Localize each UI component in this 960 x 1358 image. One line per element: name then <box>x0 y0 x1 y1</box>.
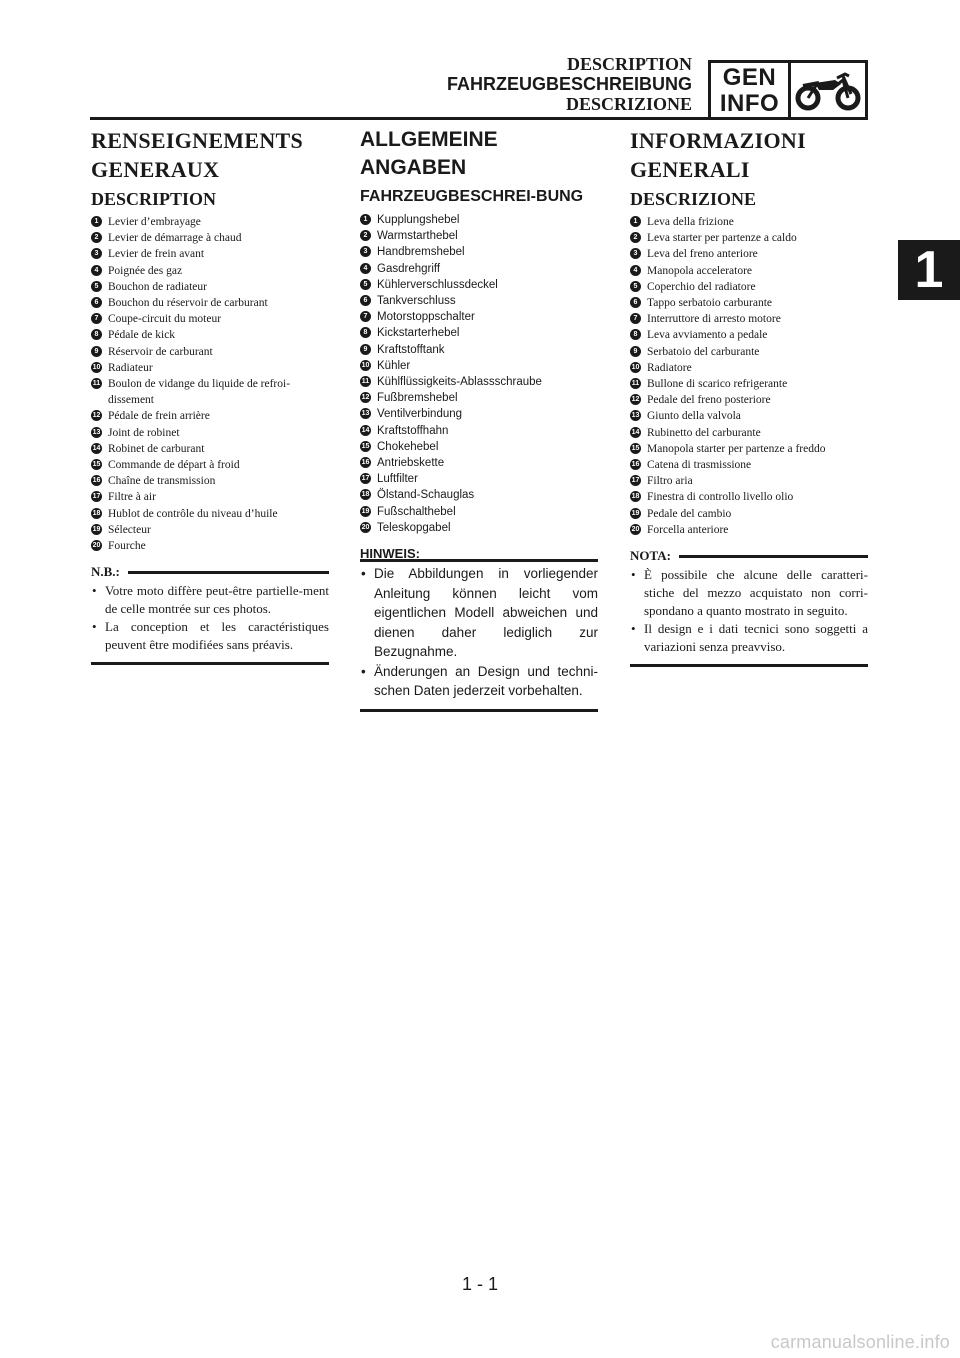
item-number-badge: 1 <box>360 214 371 225</box>
list-item <box>630 441 868 457</box>
list-item <box>630 344 868 360</box>
badge-line-2: INFO <box>719 90 780 117</box>
list-item <box>91 246 329 262</box>
motorcycle-icon <box>791 63 865 117</box>
list-item <box>91 263 329 279</box>
item-number-badge: 5 <box>91 281 102 292</box>
list-item <box>91 538 329 554</box>
list-item <box>630 457 868 473</box>
item-number-badge: 10 <box>631 363 640 371</box>
note-end-rule <box>91 662 329 665</box>
parts-list-it <box>630 214 868 538</box>
column-french <box>91 126 329 665</box>
note-item: • Die Abbildungen in vorliegender Anleitung können leicht vom eigentlichen Modell abweichen und dienen daher lediglich zur Bezugnahme. <box>360 564 598 662</box>
note-block-it <box>630 548 868 667</box>
gen-info-badge <box>708 60 868 120</box>
section-title-it: DESCRIZIONE <box>565 94 692 114</box>
list-item <box>360 212 598 228</box>
item-number-badge: 20 <box>631 525 640 533</box>
item-number-badge: 9 <box>91 346 102 357</box>
list-item <box>91 360 329 376</box>
item-number-badge: 17 <box>92 493 101 501</box>
item-label: Bullone di scarico refrigerante <box>647 378 788 391</box>
note-header-fr <box>91 564 329 580</box>
item-label: Tappo serbatoio carburante <box>647 297 773 310</box>
item-label: Antriebskette <box>377 457 445 470</box>
item-label: Kickstarterhebel <box>377 327 460 340</box>
item-number-badge: 8 <box>91 329 102 340</box>
item-label: Kraftstofftank <box>377 343 445 356</box>
list-item <box>91 522 329 538</box>
item-label: Motorstoppschalter <box>377 311 475 324</box>
list-item <box>91 473 329 489</box>
list-item <box>360 471 598 487</box>
heading-sub-de: FAHRZEUGBESCHREI-BUNG <box>360 188 584 205</box>
item-label: Coperchio del radiatore <box>647 280 756 293</box>
item-label: Leva del freno anteriore <box>647 248 758 261</box>
item-number-badge: 14 <box>361 426 370 434</box>
item-label: Manopola starter per partenze a freddo <box>647 442 826 455</box>
parts-list-de <box>360 212 598 536</box>
item-label: Catena di trasmissione <box>647 459 752 472</box>
list-item <box>630 425 868 441</box>
item-number-badge: 12 <box>92 412 101 420</box>
item-number-badge: 18 <box>92 509 101 517</box>
note-item: • Votre moto diffère peut-être partielle-ment de celle montrée sur ces photos. <box>91 582 329 618</box>
item-number-badge: 5 <box>630 281 641 292</box>
item-number-badge: 15 <box>631 444 640 452</box>
list-item <box>360 439 598 455</box>
list-item <box>91 311 329 327</box>
item-label: Pédale de frein arrière <box>108 410 210 423</box>
item-number-badge: 11 <box>631 380 640 388</box>
note-label-fr: N.B.: <box>91 564 120 580</box>
item-number-badge: 16 <box>631 461 640 469</box>
item-label: Kühlflüssigkeits-Ablassschraube <box>377 376 542 389</box>
list-item <box>360 406 598 422</box>
item-label: Fußschalthebel <box>377 505 456 518</box>
item-label: Pedale del freno posteriore <box>647 394 771 407</box>
item-number-badge: 4 <box>91 265 102 276</box>
item-number-badge: 19 <box>631 509 640 517</box>
item-label: Handbremshebel <box>377 246 465 259</box>
item-number-badge: 18 <box>361 491 370 499</box>
badge-line-1: GEN <box>722 64 777 91</box>
item-number-badge: 6 <box>91 297 102 308</box>
item-label: Warmstarthebel <box>377 230 458 243</box>
item-number-badge: 16 <box>92 477 101 485</box>
column-german <box>360 126 598 712</box>
item-label: Filtre à air <box>108 491 156 504</box>
note-list-fr <box>91 582 329 654</box>
item-label: Coupe-circuit du moteur <box>108 313 222 326</box>
list-item <box>360 293 598 309</box>
item-number-badge: 6 <box>360 295 371 306</box>
list-item <box>360 423 598 439</box>
item-label: Kühler <box>377 359 411 372</box>
item-label: Réservoir de carburant <box>108 345 213 358</box>
item-label: Leva starter per partenze a caldo <box>647 232 797 245</box>
item-number-badge: 12 <box>631 396 640 404</box>
list-item <box>630 392 868 408</box>
note-item: • Il design e i dati tecnici sono soggetti a variazioni senza preavviso. <box>630 620 868 656</box>
note-end-rule <box>360 709 598 712</box>
item-number-badge: 4 <box>360 263 371 274</box>
column-italian <box>630 126 868 667</box>
item-label: Gasdrehgriff <box>377 262 441 275</box>
item-number-badge: 4 <box>630 265 641 276</box>
note-header-it <box>630 548 868 564</box>
gen-info-label <box>711 63 791 117</box>
list-item <box>360 520 598 536</box>
item-label: Hublot de contrôle du niveau d’huile <box>108 507 278 520</box>
item-number-badge: 7 <box>91 313 102 324</box>
item-label: Joint de robinet <box>108 426 180 439</box>
item-label: Interruttore di arresto motore <box>647 313 781 326</box>
list-item <box>360 358 598 374</box>
list-item <box>630 263 868 279</box>
note-block-de <box>360 546 598 712</box>
heading-main-it: INFORMAZIONI GENERALI <box>630 128 806 182</box>
item-label: Kraftstoffhahn <box>377 424 449 437</box>
item-number-badge: 2 <box>91 232 102 243</box>
list-item <box>360 390 598 406</box>
item-label: Rubinetto del carburante <box>647 426 761 439</box>
list-item <box>630 408 868 424</box>
list-item <box>360 342 598 358</box>
item-number-badge: 13 <box>361 410 370 418</box>
list-item <box>630 295 868 311</box>
item-label: Fourche <box>108 540 146 553</box>
item-number-badge: 18 <box>631 493 640 501</box>
list-item <box>360 277 598 293</box>
heading-sub-fr: DESCRIPTION <box>91 189 217 209</box>
section-title-block <box>447 54 692 114</box>
item-number-badge: 8 <box>360 327 371 338</box>
note-item: • La conception et les caractéristiques peuvent être modifiées sans préavis. <box>91 618 329 654</box>
list-item <box>630 473 868 489</box>
item-number-badge: 10 <box>361 361 370 369</box>
list-item <box>91 489 329 505</box>
item-number-badge: 15 <box>361 442 370 450</box>
item-label: Levier d’embrayage <box>108 216 201 228</box>
list-item <box>91 214 329 230</box>
watermark: carmanualsonline.info <box>770 1332 950 1352</box>
item-number-badge: 2 <box>360 230 371 241</box>
item-label: Commande de départ à froid <box>108 459 240 472</box>
item-label: Radiateur <box>108 361 153 374</box>
item-label: Poignée des gaz <box>108 264 183 277</box>
list-item <box>630 360 868 376</box>
item-number-badge: 9 <box>630 346 641 357</box>
item-label: Ölstand-Schauglas <box>377 489 475 502</box>
list-item <box>91 408 329 424</box>
list-item <box>630 311 868 327</box>
header-rule <box>90 117 708 120</box>
list-item <box>91 327 329 343</box>
page-number: 1 - 1 <box>461 1274 499 1294</box>
heading-main-fr: RENSEIGNEMENTS GENERAUX <box>91 128 304 182</box>
note-block-fr <box>91 564 329 665</box>
item-number-badge: 17 <box>361 475 370 483</box>
item-label: Giunto della valvola <box>647 410 741 423</box>
list-item <box>630 489 868 505</box>
list-item <box>360 261 598 277</box>
note-label-it: NOTA: <box>630 548 671 564</box>
item-number-badge: 3 <box>360 246 371 257</box>
heading-main-de: ALLGEMEINE ANGABEN <box>360 128 498 179</box>
item-label: Forcella anteriore <box>647 523 729 536</box>
item-label: Boulon de vidange du liquide de refroi-dissement <box>108 378 291 407</box>
list-item <box>91 506 329 522</box>
list-item <box>630 246 868 262</box>
item-number-badge: 3 <box>91 248 102 259</box>
item-label: Bouchon du réservoir de carburant <box>108 297 268 310</box>
note-rule <box>128 571 329 574</box>
item-number-badge: 17 <box>631 477 640 485</box>
item-label: Kühlerverschlussdeckel <box>377 278 498 291</box>
item-label: Radiatore <box>647 361 692 374</box>
note-label-de: HINWEIS: <box>360 546 420 562</box>
heading-sub-it: DESCRIZIONE <box>630 189 757 209</box>
item-label: Ventilverbindung <box>377 408 463 421</box>
item-number-badge: 8 <box>630 329 641 340</box>
list-item <box>630 327 868 343</box>
item-number-badge: 11 <box>361 378 370 386</box>
list-item <box>91 230 329 246</box>
item-label: Fußbremshebel <box>377 392 458 405</box>
item-label: Tankverschluss <box>377 295 456 308</box>
chapter-tab: 1 <box>898 240 960 300</box>
list-item <box>91 376 329 408</box>
item-number-badge: 12 <box>361 394 370 402</box>
list-item <box>360 325 598 341</box>
item-label: Filtro aria <box>647 475 693 488</box>
list-item <box>360 244 598 260</box>
item-number-badge: 6 <box>630 297 641 308</box>
note-item: • Änderungen an Design und techni-schen Daten jederzeit vorbehalten. <box>360 662 598 701</box>
list-item <box>360 228 598 244</box>
item-number-badge: 14 <box>631 428 640 436</box>
list-item <box>360 487 598 503</box>
note-list-de <box>360 564 598 701</box>
parts-list-fr <box>91 214 329 554</box>
note-end-rule <box>630 664 868 667</box>
item-label: Pedale del cambio <box>647 507 732 520</box>
section-title-fr: DESCRIPTION <box>566 54 692 74</box>
item-label: Chaîne de transmission <box>108 475 216 488</box>
item-label: Kupplungshebel <box>377 214 460 226</box>
item-label: Levier de démarrage à chaud <box>108 232 242 245</box>
note-rule <box>679 555 868 558</box>
list-item <box>91 344 329 360</box>
list-item <box>630 376 868 392</box>
item-number-badge: 20 <box>361 523 370 531</box>
item-number-badge: 2 <box>630 232 641 243</box>
note-item: • È possibile che alcune delle caratteri-stiche del mezzo acquistato non corri-spondano a quanto mostrato in seguito. <box>630 566 868 620</box>
item-number-badge: 11 <box>92 380 101 388</box>
list-item <box>630 214 868 230</box>
list-item <box>91 457 329 473</box>
item-number-badge: 19 <box>92 525 101 533</box>
list-item <box>360 455 598 471</box>
list-item <box>91 441 329 457</box>
item-label: Teleskopgabel <box>377 521 451 534</box>
item-label: Robinet de carburant <box>108 442 205 455</box>
item-number-badge: 13 <box>631 412 640 420</box>
list-item <box>91 295 329 311</box>
item-number-badge: 19 <box>361 507 370 515</box>
item-number-badge: 7 <box>360 311 371 322</box>
item-number-badge: 1 <box>91 216 102 227</box>
item-number-badge: 10 <box>92 363 101 371</box>
item-number-badge: 1 <box>630 216 641 227</box>
item-number-badge: 15 <box>92 461 101 469</box>
item-number-badge: 5 <box>360 279 371 290</box>
item-number-badge: 16 <box>361 459 370 467</box>
list-item <box>630 279 868 295</box>
item-label: Leva della frizione <box>647 216 734 228</box>
item-label: Finestra di controllo livello olio <box>647 491 794 504</box>
item-number-badge: 14 <box>92 444 101 452</box>
item-label: Luftfilter <box>377 473 418 486</box>
item-label: Chokehebel <box>377 440 439 453</box>
item-number-badge: 3 <box>630 248 641 259</box>
list-item <box>91 279 329 295</box>
note-list-it <box>630 566 868 656</box>
list-item <box>91 425 329 441</box>
list-item <box>630 522 868 538</box>
list-item <box>360 504 598 520</box>
item-number-badge: 7 <box>630 313 641 324</box>
section-title-de: FAHRZEUGBESCHREIBUNG <box>446 74 692 94</box>
item-label: Sélecteur <box>108 523 151 536</box>
list-item <box>360 374 598 390</box>
item-label: Levier de frein avant <box>108 248 205 261</box>
list-item <box>360 309 598 325</box>
item-number-badge: 13 <box>92 428 101 436</box>
item-label: Leva avviamento a pedale <box>647 329 768 342</box>
item-number-badge: 20 <box>92 542 101 550</box>
item-label: Bouchon de radiateur <box>108 280 207 293</box>
item-label: Manopola acceleratore <box>647 264 753 277</box>
item-label: Pédale de kick <box>108 329 176 342</box>
item-label: Serbatoio del carburante <box>647 345 760 358</box>
item-number-badge: 9 <box>360 344 371 355</box>
list-item <box>630 230 868 246</box>
list-item <box>630 506 868 522</box>
